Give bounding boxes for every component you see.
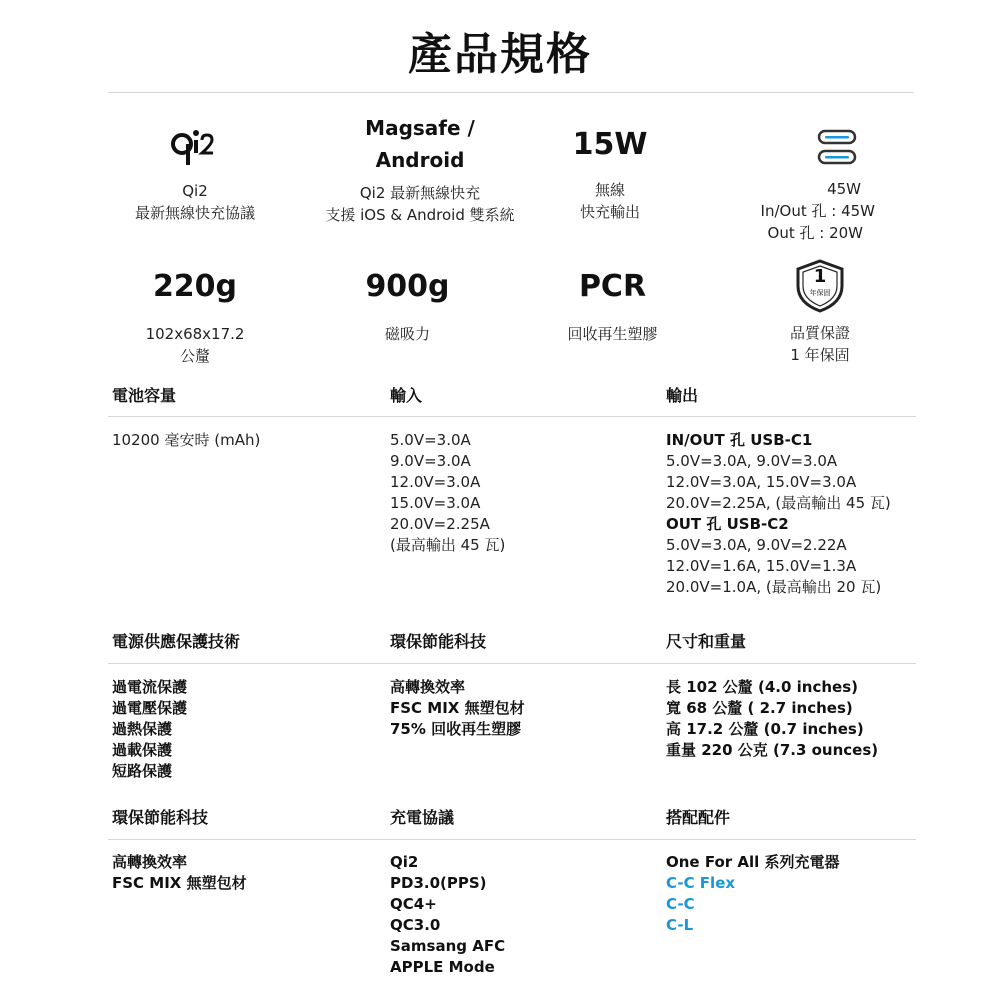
output-list <box>666 430 891 598</box>
ports-line3: Out 孔 : 20W <box>767 224 863 242</box>
protection-item: 過載保護 <box>112 741 173 759</box>
size-list <box>666 677 878 761</box>
magsafe-title2: Android <box>375 148 465 172</box>
accessories-heading: 搭配配件 <box>666 808 731 827</box>
weight-line2: 公釐 <box>179 347 210 365</box>
input-list <box>390 430 505 556</box>
size-item: 寬 68 公釐 ( 2.7 inches) <box>666 699 853 717</box>
output-port1-title: IN/OUT 孔 USB-C1 <box>666 431 813 449</box>
size-item: 高 17.2 公釐 (0.7 inches) <box>666 720 864 738</box>
battery-heading: 電池容量 <box>112 386 177 405</box>
qi2-logo-icon <box>90 122 300 176</box>
warranty-line2: 1 年保固 <box>790 346 850 364</box>
ports-line2: In/Out 孔 : 45W <box>760 202 875 220</box>
divider <box>108 839 916 840</box>
output-heading: 輸出 <box>666 386 699 405</box>
input-row: 9.0V=3.0A <box>390 452 471 470</box>
spec-pcr <box>515 270 710 345</box>
divider <box>108 92 914 93</box>
input-row: (最高輸出 45 瓦) <box>390 536 506 554</box>
weight-title: 220g <box>152 269 238 304</box>
magsafe-line1: Qi2 最新無線快充 <box>359 184 481 202</box>
ports-line1: 45W <box>827 180 861 198</box>
output-row: 12.0V=1.6A, 15.0V=1.3A <box>666 557 857 575</box>
eco-item: 高轉換效率 <box>390 678 466 696</box>
spec-ports <box>700 122 875 244</box>
protocol-item: APPLE Mode <box>390 958 495 976</box>
output-row: 12.0V=3.0A, 15.0V=3.0A <box>666 473 857 491</box>
usb-c-ports-icon <box>700 122 875 172</box>
magnet-title: 900g <box>365 269 450 304</box>
eco-item: 75% 回收再生塑膠 <box>390 720 522 738</box>
accessory-link-cc-flex[interactable]: C-C Flex <box>666 874 736 892</box>
battery-value: 10200 毫安時 (mAh) <box>112 431 261 449</box>
input-row: 12.0V=3.0A <box>390 473 481 491</box>
protection-item: 過熱保護 <box>112 720 173 738</box>
warranty-line1: 品質保證 <box>789 324 850 342</box>
magnet-line1: 磁吸力 <box>384 325 430 343</box>
input-row: 5.0V=3.0A <box>390 431 471 449</box>
size-item: 重量 220 公克 (7.3 ounces) <box>666 741 879 759</box>
protection-item: 過電流保護 <box>112 678 188 696</box>
eco-list <box>390 677 525 740</box>
protocol-heading: 充電協議 <box>390 808 455 827</box>
size-heading: 尺寸和重量 <box>666 632 747 651</box>
protocol-list <box>390 852 505 978</box>
input-row: 15.0V=3.0A <box>390 494 481 512</box>
eco2-item: 高轉換效率 <box>112 853 188 871</box>
size-item: 長 102 公釐 (4.0 inches) <box>666 678 858 696</box>
eco2-list <box>112 852 247 894</box>
magsafe-title1: Magsafe / <box>365 116 475 140</box>
protocol-item: PD3.0(PPS) <box>390 874 487 892</box>
protocol-item: Samsang AFC <box>390 937 506 955</box>
eco2-item: FSC MIX 無塑包材 <box>112 874 247 892</box>
accessories-title: One For All 系列充電器 <box>666 853 840 871</box>
warranty-badge-text: 年保固 <box>809 289 831 297</box>
pcr-title: PCR <box>578 269 647 304</box>
spec-magnet <box>300 270 515 345</box>
protection-list <box>112 677 187 782</box>
eco-item: FSC MIX 無塑包材 <box>390 699 525 717</box>
spec-magsafe <box>300 112 540 226</box>
spec-qi2 <box>90 122 300 224</box>
accessories-list <box>666 852 840 936</box>
wattage-title: 15W <box>572 127 648 162</box>
wattage-line1: 無線 <box>594 181 625 199</box>
output-port2-title: OUT 孔 USB-C2 <box>666 515 789 533</box>
page-title: 產品規格 <box>408 29 592 80</box>
output-row: 5.0V=3.0A, 9.0V=2.22A <box>666 536 847 554</box>
output-row: 20.0V=2.25A, (最高輸出 45 瓦) <box>666 494 891 512</box>
protocol-item: QC4+ <box>390 895 437 913</box>
output-row: 20.0V=1.0A, (最高輸出 20 瓦) <box>666 578 882 596</box>
weight-line1: 102x68x17.2 <box>145 325 245 343</box>
qi2-line2: 最新無線快充協議 <box>134 204 255 222</box>
spec-weight <box>90 270 300 367</box>
input-heading: 輸入 <box>390 386 423 405</box>
divider <box>108 663 916 664</box>
pcr-line1: 回收再生塑膠 <box>567 325 658 343</box>
input-row: 20.0V=2.25A <box>390 515 490 533</box>
magsafe-line2: 支援 iOS & Android 雙系統 <box>325 206 515 224</box>
warranty-shield-icon <box>792 258 848 314</box>
output-row: 5.0V=3.0A, 9.0V=3.0A <box>666 452 838 470</box>
protocol-item: Qi2 <box>390 853 419 871</box>
eco-heading: 環保節能科技 <box>390 632 487 651</box>
warranty-badge-number: 1 <box>813 266 827 287</box>
accessory-link-cc[interactable]: C-C <box>666 895 695 913</box>
divider <box>108 416 916 417</box>
eco2-heading: 環保節能科技 <box>112 808 209 827</box>
protocol-item: QC3.0 <box>390 916 441 934</box>
spec-wattage <box>520 128 700 223</box>
wattage-line2: 快充輸出 <box>579 203 640 221</box>
protection-heading: 電源供應保護技術 <box>112 632 241 651</box>
protection-item: 過電壓保護 <box>112 699 188 717</box>
battery-list <box>112 430 260 451</box>
protection-item: 短路保護 <box>112 762 173 780</box>
qi2-line1: Qi2 <box>182 182 208 200</box>
accessory-link-cl[interactable]: C-L <box>666 916 694 934</box>
spec-warranty <box>730 258 910 366</box>
